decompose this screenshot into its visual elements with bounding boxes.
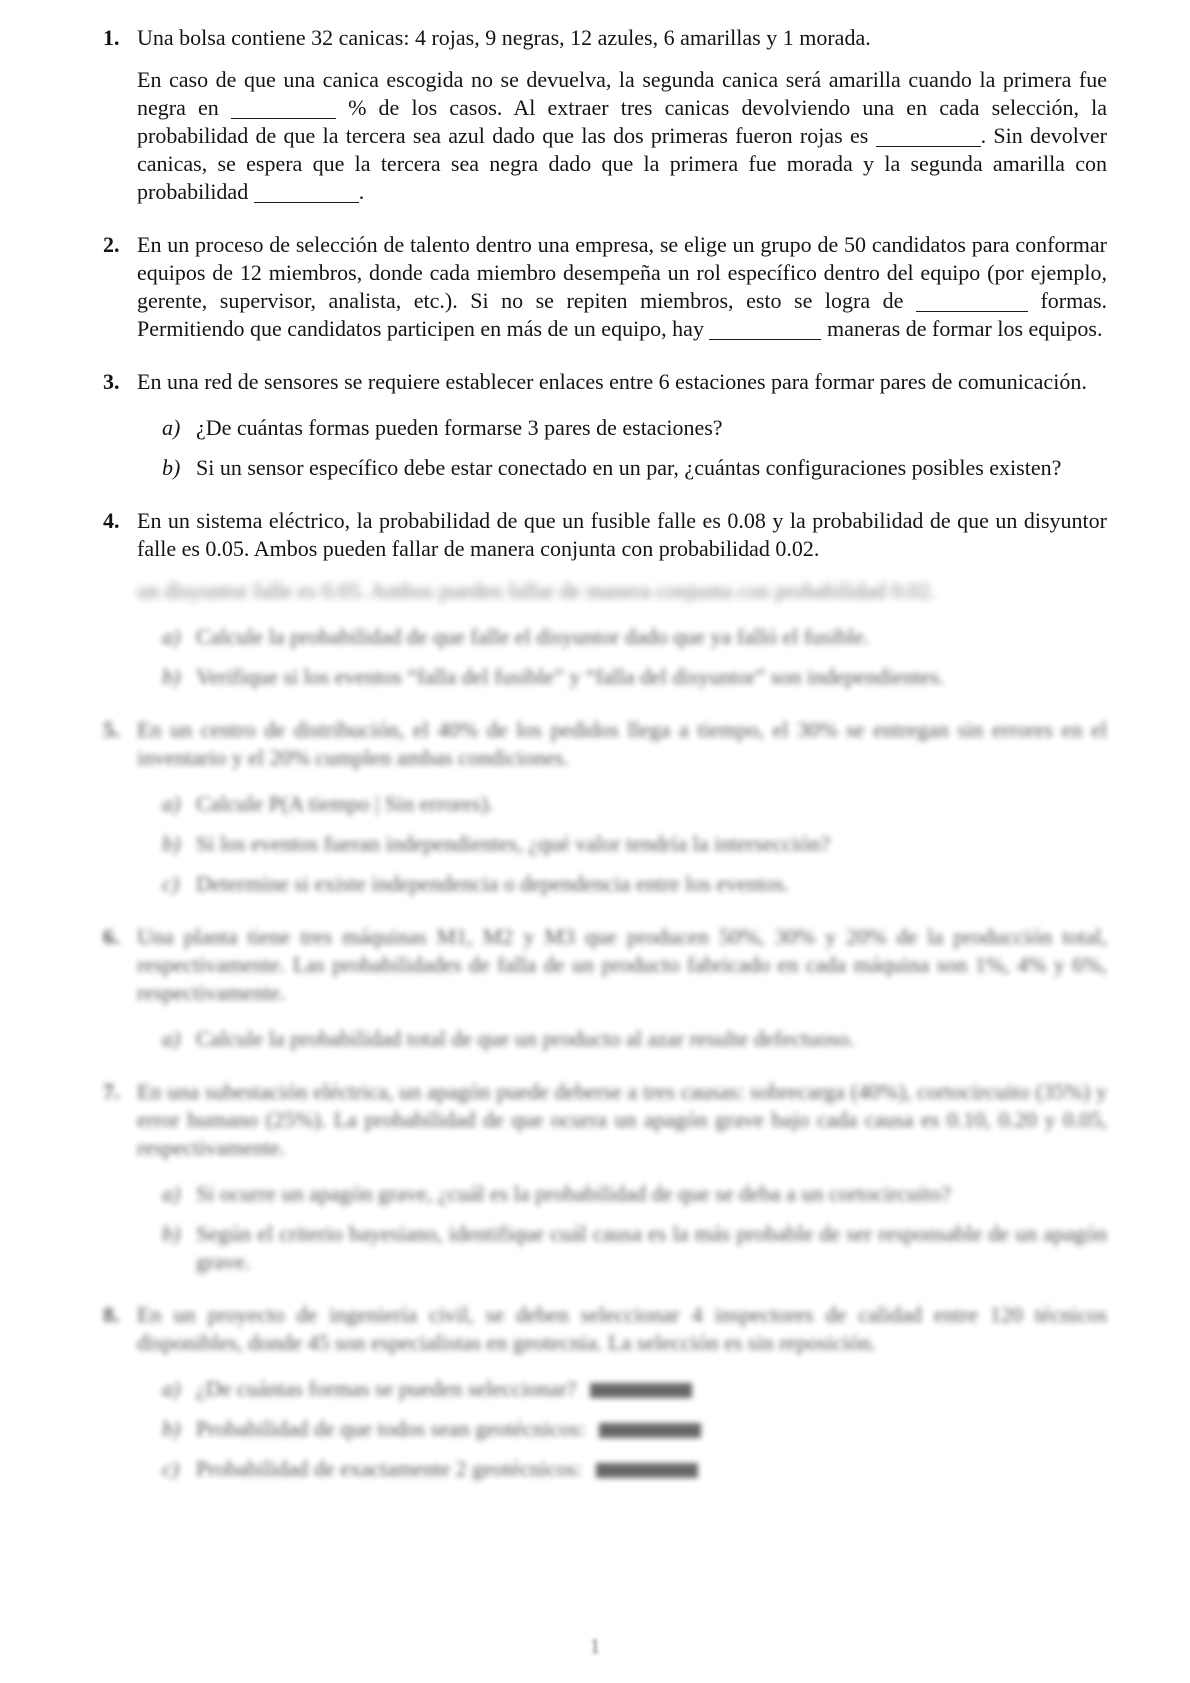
text-segment: . Sin devolver canicas, se espera que la tercera sea negra dado que la primera fue morada y la segunda amarilla con probabilidad (137, 123, 1107, 204)
sub-question-b (162, 454, 1107, 482)
sub-question-text: Si los eventos fueran independientes, ¿qué valor tendría la intersección? (196, 831, 831, 856)
sub-question-list (137, 790, 1107, 898)
redacted-answer-box (596, 1463, 698, 1478)
sub-question-text: Según el criterio bayesiano, identifique cuál causa es la más probable de ser responsable de un apagón grave. (196, 1221, 1107, 1274)
sub-question-b (162, 663, 1107, 691)
sub-question-list (137, 1375, 1107, 1483)
sub-question-label: a) (162, 1376, 181, 1401)
exercise-item-7 (103, 1078, 1107, 1276)
exercise-item-4 (103, 507, 1107, 691)
sub-question-text: Probabilidad de exactamente 2 geotécnicos: (196, 1456, 583, 1481)
exercise-item-1 (103, 24, 1107, 206)
item-number: 6. (103, 924, 120, 949)
item-intro: En una red de sensores se requiere establecer enlaces entre 6 estaciones para formar pares de comunicación. (137, 369, 1087, 394)
text-segment: % de los casos. Al extraer tres canicas devolviendo una en cada selección, la probabilidad de que la tercera sea azul dado que las dos primeras fueron rojas es (137, 95, 1108, 148)
sub-question-b (162, 1220, 1107, 1276)
sub-question-label: a) (162, 624, 181, 649)
sub-question-text: Probabilidad de que todos sean geotécnicos: (196, 1416, 586, 1441)
blurred-preview-section (103, 716, 1107, 1483)
sub-question-list-blurred (137, 623, 1107, 691)
sub-question-a (162, 623, 1107, 651)
item-intro: En un centro de distribución, el 40% de los pedidos llega a tiempo, el 30% se entregan sin errores en el inventario y el 20% cumplen ambas condiciones. (137, 717, 1107, 770)
sub-question-text: Verifique si los eventos “falla del fusible” y “falla del disyuntor” son independientes. (196, 664, 945, 689)
text-segment: En caso de que una canica escogida no se devuelva, la segunda canica será amarilla cuando la primera fue negra en (137, 67, 1107, 120)
sub-question-b (162, 1415, 1107, 1443)
redacted-answer-box (590, 1383, 692, 1398)
sub-question-text: Calcule la probabilidad de que falle el disyuntor dado que ya falló el fusible. (196, 624, 870, 649)
sub-question-label: b) (162, 455, 181, 480)
sub-question-list (137, 1025, 1107, 1053)
sub-question-b (162, 830, 1107, 858)
sub-question-c (162, 870, 1107, 898)
fill-in-blank (876, 130, 981, 147)
exercise-item-6 (103, 923, 1107, 1053)
sub-question-text: Si un sensor específico debe estar conectado en un par, ¿cuántas configuraciones posibles existen? (196, 455, 1062, 480)
sub-question-label: a) (162, 415, 181, 440)
item-number: 1. (103, 25, 120, 50)
sub-question-label: c) (162, 871, 180, 896)
sub-question-label: a) (162, 791, 181, 816)
sub-question-a (162, 414, 1107, 442)
sub-question-a (162, 1180, 1107, 1208)
blurred-text-artifact: un disyuntor falle es 0.05. Ambos pueden fallar de manera conjunta con probabilidad 0.02. (137, 578, 936, 603)
item-number: 2. (103, 232, 120, 257)
sub-question-a (162, 1025, 1107, 1053)
item-number: 5. (103, 717, 120, 742)
exercise-item-5 (103, 716, 1107, 898)
sub-question-text: ¿De cuántas formas pueden formarse 3 pares de estaciones? (196, 415, 723, 440)
text-segment: En un proceso de selección de talento dentro una empresa, se elige un grupo de 50 candidatos para conformar equipos de 12 miembros, donde cada miembro desempeña un rol específico dentro del equipo (por ejemplo, gerente, supervisor, analista, etc.). Si no se repiten miembros, esto se logra de (137, 232, 1107, 313)
fill-in-blank (231, 102, 336, 119)
exercise-item-8 (103, 1301, 1107, 1483)
sub-question-label: b) (162, 1416, 181, 1441)
text-segment: maneras de formar los equipos. (826, 316, 1103, 341)
item-intro: Una planta tiene tres máquinas M1, M2 y M3 que producen 50%, 30% y 20% de la producción total, respectivamente. Las probabilidades de falla de un producto fabricado en cada máquina son 1%, 4% y 6%, respectivamente. (137, 924, 1107, 1005)
sub-question-label: b) (162, 1221, 181, 1246)
sub-question-text: Si ocurre un apagón grave, ¿cuál es la probabilidad de que se deba a un cortocircuito? (196, 1181, 952, 1206)
item-number: 4. (103, 508, 120, 533)
sub-question-text: Calcule la probabilidad total de que un producto al azar resulte defectuoso. (196, 1026, 855, 1051)
sub-question-list (137, 414, 1107, 482)
sub-question-label: a) (162, 1026, 181, 1051)
item-number: 7. (103, 1079, 120, 1104)
text-segment: formas. Permitiendo que candidatos participen en más de un equipo, hay (137, 288, 1108, 341)
exercise-list (103, 24, 1107, 1508)
item-intro: Una bolsa contiene 32 canicas: 4 rojas, 9 negras, 12 azules, 6 amarillas y 1 morada. (137, 25, 871, 50)
item-number: 8. (103, 1302, 120, 1327)
sub-question-a (162, 790, 1107, 818)
sub-question-text: Determine si existe independencia o dependencia entre los eventos. (196, 871, 790, 896)
sub-question-label: a) (162, 1181, 181, 1206)
exercise-item-3 (103, 368, 1107, 482)
item-number: 3. (103, 369, 120, 394)
sub-question-list (137, 1180, 1107, 1276)
sub-question-text: Calcule P(A tiempo | Sin errores). (196, 791, 494, 816)
redacted-answer-box (599, 1423, 701, 1438)
item-paragraph (137, 231, 1107, 343)
fill-in-blank (254, 186, 359, 203)
sub-question-c (162, 1455, 1107, 1483)
item-intro: En un sistema eléctrico, la probabilidad de que un fusible falle es 0.08 y la probabilidad de que un disyuntor falle es 0.05. Ambos pueden fallar de manera conjunta con probabilidad 0.02. (137, 508, 1107, 561)
text-segment: . (358, 179, 365, 204)
sub-question-label: c) (162, 1456, 180, 1481)
page-number: 1 (589, 1634, 601, 1658)
fill-in-blank (916, 295, 1028, 312)
exercise-item-2 (103, 231, 1107, 343)
sub-question-label: b) (162, 664, 181, 689)
fill-in-blank (709, 323, 821, 340)
sub-question-label: b) (162, 831, 181, 856)
sub-question-text: ¿De cuántas formas se pueden seleccionar? (196, 1376, 577, 1401)
sub-question-a (162, 1375, 1107, 1403)
item-intro: En una subestación eléctrica, un apagón puede deberse a tres causas: sobrecarga (40%), cortocircuito (35%) y error humano (25%). La probabilidad de que ocurra un apagón grave bajo cada causa es 0.10, 0.20 y 0.05, respectivamente. (137, 1079, 1107, 1160)
item-paragraph (137, 66, 1107, 206)
item-intro: En un proyecto de ingeniería civil, se deben seleccionar 4 inspectores de calidad entre 120 técnicos disponibles, donde 45 son especialistas en geotecnia. La selección es sin reposición. (137, 1302, 1107, 1355)
